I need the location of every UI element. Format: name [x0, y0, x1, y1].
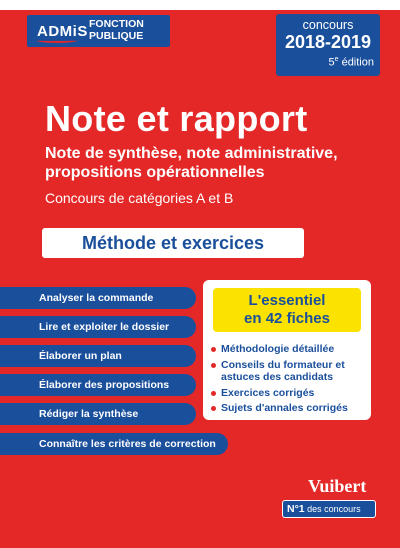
book-categories: Concours de catégories A et B	[45, 190, 234, 206]
logo-line-2: PUBLIQUE	[89, 30, 144, 42]
badge-concours: concours	[302, 18, 354, 32]
essentiel-heading-line-1: L'essentiel	[248, 292, 326, 309]
essentiel-item: Conseils du formateur et astuces des candidats	[211, 359, 371, 384]
edition-badge	[276, 14, 380, 76]
publisher-badge-strong: N°1	[287, 503, 305, 515]
essentiel-box	[203, 280, 371, 420]
badge-years: 2018-2019	[284, 32, 372, 52]
logo-subtitle	[89, 18, 144, 42]
method-banner: Méthode et exercices	[42, 228, 304, 258]
book-subtitle: Note de synthèse, note administrative, propositions opérationnelles	[45, 145, 338, 181]
book-title: Note et rapport	[45, 98, 308, 139]
publisher-logo: Vuibert	[308, 476, 367, 496]
logo-wordmark: ADMiS	[37, 22, 88, 40]
publisher-badge	[282, 500, 376, 518]
step-bar: Élaborer des propositions	[0, 374, 196, 396]
step-bar: Rédiger la synthèse	[0, 403, 196, 425]
essentiel-item: Méthodologie détaillée	[211, 343, 371, 356]
essentiel-item: Exercices corrigés	[211, 387, 371, 400]
publisher-badge-text: des concours	[307, 504, 361, 514]
essentiel-list	[211, 343, 371, 418]
logo-swoosh-icon	[37, 38, 77, 43]
step-bar: Lire et exploiter le dossier	[0, 316, 196, 338]
badge-edition: 5e édition	[328, 56, 374, 69]
essentiel-heading-line-2: en 42 fiches	[244, 310, 330, 327]
essentiel-item: Sujets d'annales corrigés	[211, 402, 371, 415]
top-band	[0, 0, 400, 10]
step-bar: Élaborer un plan	[0, 345, 196, 367]
essentiel-heading	[213, 288, 361, 332]
step-bar: Analyser la commande	[0, 287, 196, 309]
step-bar: Connaître les critères de correction	[0, 433, 228, 455]
logo-line-1: FONCTION	[89, 18, 144, 30]
admis-logo	[27, 15, 170, 47]
